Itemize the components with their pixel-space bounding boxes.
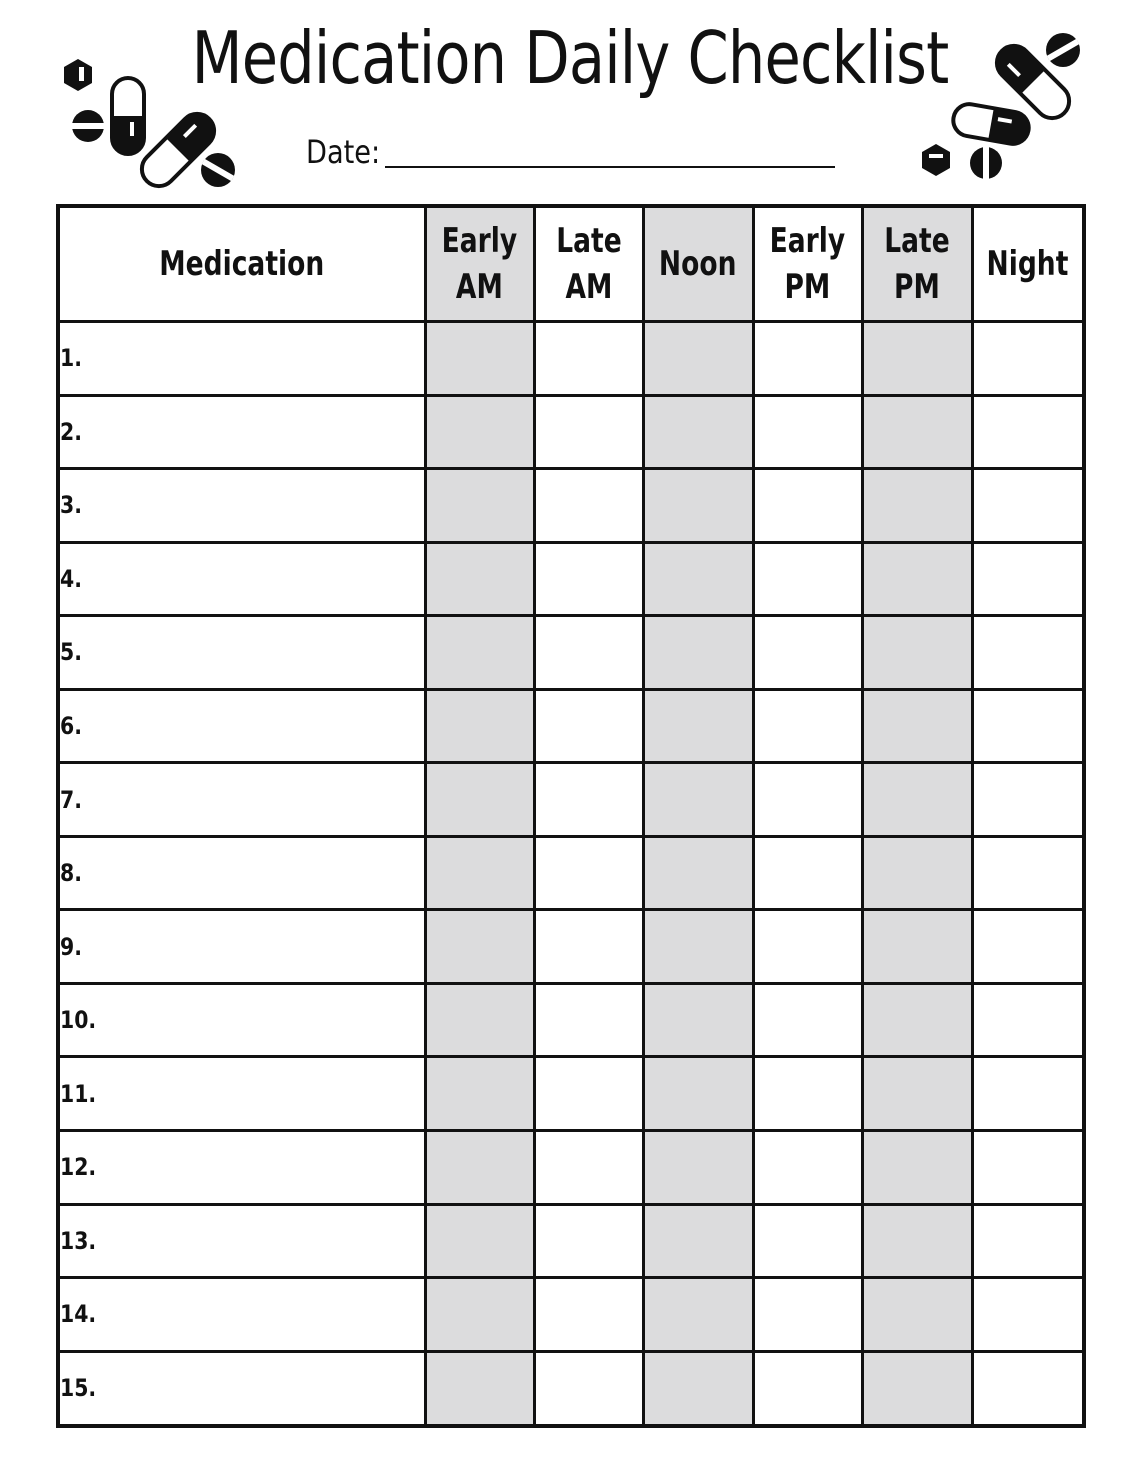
check-cell[interactable] [643,542,753,616]
check-cell[interactable] [862,1351,972,1426]
column-header-label: Late AM [555,221,622,307]
column-header-night [972,206,1084,322]
column-header-label: Late PM [884,221,950,307]
check-cell[interactable] [862,1131,972,1205]
capsule-icon [951,102,1031,147]
medication-name-field[interactable] [58,395,425,469]
check-cell[interactable] [534,983,643,1057]
check-cell[interactable] [534,395,643,469]
check-cell[interactable] [862,1204,972,1278]
medication-name-field[interactable] [58,983,425,1057]
table-row [58,1278,1084,1352]
check-cell[interactable] [643,1278,753,1352]
header-row [58,206,1084,322]
date-label: Date: [306,133,381,171]
check-cell[interactable] [425,689,534,763]
check-cell[interactable] [753,616,862,690]
table-row [58,322,1084,396]
check-cell[interactable] [753,542,862,616]
date-field[interactable] [385,166,835,168]
check-cell[interactable] [972,836,1084,910]
check-cell[interactable] [862,469,972,543]
check-cell[interactable] [643,616,753,690]
check-cell[interactable] [862,1057,972,1131]
check-cell[interactable] [643,763,753,837]
medication-name-field[interactable] [58,689,425,763]
check-cell[interactable] [643,1131,753,1205]
check-cell[interactable] [972,689,1084,763]
pill-round-icon [72,110,104,142]
row-number: 5. [60,638,82,667]
check-cell[interactable] [425,322,534,396]
check-cell[interactable] [425,1131,534,1205]
check-cell[interactable] [425,395,534,469]
medication-name-field[interactable] [58,1278,425,1352]
check-cell[interactable] [862,983,972,1057]
column-header-early-am [425,206,534,322]
column-header-label: Medication [159,244,325,284]
medication-name-field[interactable] [58,469,425,543]
check-cell[interactable] [425,1351,534,1426]
row-number: 12. [60,1153,97,1182]
check-cell[interactable] [643,395,753,469]
check-cell[interactable] [753,910,862,984]
column-header-medication [58,206,425,322]
medication-name-field[interactable] [58,1057,425,1131]
medication-checklist-table [56,204,1086,1428]
check-cell[interactable] [425,1204,534,1278]
check-cell[interactable] [972,1057,1084,1131]
check-cell[interactable] [643,469,753,543]
check-cell[interactable] [643,689,753,763]
table-row [58,395,1084,469]
check-cell[interactable] [425,910,534,984]
column-header-label: Noon [659,244,737,284]
pill-round-icon [1046,33,1080,67]
row-number: 8. [60,859,82,888]
pill-round-icon [970,147,1002,179]
check-cell[interactable] [425,542,534,616]
table-row [58,836,1084,910]
check-cell[interactable] [753,322,862,396]
check-cell[interactable] [972,1204,1084,1278]
check-cell[interactable] [862,616,972,690]
check-cell[interactable] [753,1204,862,1278]
table-row [58,616,1084,690]
column-header-label: Early AM [441,221,518,307]
row-number: 6. [60,712,82,740]
medication-name-field[interactable] [58,910,425,984]
check-cell[interactable] [753,1057,862,1131]
column-header-early-pm [753,206,862,322]
check-cell[interactable] [753,1351,862,1426]
check-cell[interactable] [534,1278,643,1352]
page-title: Medication Daily Checklist [191,16,949,100]
check-cell[interactable] [534,1351,643,1426]
check-cell[interactable] [534,763,643,837]
check-cell[interactable] [753,469,862,543]
check-cell[interactable] [425,616,534,690]
check-cell[interactable] [643,836,753,910]
check-cell[interactable] [862,322,972,396]
check-cell[interactable] [753,1131,862,1205]
check-cell[interactable] [972,763,1084,837]
check-cell[interactable] [643,322,753,396]
pill-hexagon-icon [922,144,950,176]
row-number: 15. [60,1374,97,1403]
table-row [58,469,1084,543]
check-cell[interactable] [862,836,972,910]
check-cell[interactable] [972,1351,1084,1426]
pill-hexagon-icon [64,59,92,91]
check-cell[interactable] [534,689,643,763]
check-cell[interactable] [534,836,643,910]
column-header-late-am [534,206,643,322]
check-cell[interactable] [753,983,862,1057]
check-cell[interactable] [972,542,1084,616]
medication-name-field[interactable] [58,322,425,396]
check-cell[interactable] [862,689,972,763]
check-cell[interactable] [972,1131,1084,1205]
column-header-noon [643,206,753,322]
table-row [58,1131,1084,1205]
medication-name-field[interactable] [58,542,425,616]
check-cell[interactable] [534,542,643,616]
table-row [58,983,1084,1057]
check-cell[interactable] [862,763,972,837]
check-cell[interactable] [753,689,862,763]
table-row [58,763,1084,837]
medication-name-field[interactable] [58,1204,425,1278]
table-row [58,542,1084,616]
row-number: 4. [60,564,82,593]
check-cell[interactable] [972,983,1084,1057]
table-body [58,322,1084,1427]
check-cell[interactable] [425,1057,534,1131]
check-cell[interactable] [425,836,534,910]
check-cell[interactable] [753,1278,862,1352]
row-number: 9. [60,932,82,961]
row-number: 1. [60,344,82,373]
check-cell[interactable] [753,836,862,910]
pill-round-icon [201,153,235,187]
row-number: 14. [60,1300,97,1329]
check-cell[interactable] [862,395,972,469]
check-cell[interactable] [425,469,534,543]
table-row [58,1057,1084,1131]
medication-name-field[interactable] [58,763,425,837]
column-header-label: Early PM [769,221,846,307]
table-row [58,1204,1084,1278]
medication-name-field[interactable] [58,616,425,690]
date-row [306,128,835,172]
check-cell[interactable] [534,469,643,543]
check-cell[interactable] [972,395,1084,469]
check-cell[interactable] [862,542,972,616]
table-row [58,910,1084,984]
check-cell[interactable] [534,1057,643,1131]
table-row [58,1351,1084,1426]
column-header-late-pm [862,206,972,322]
row-number: 7. [60,785,82,814]
check-cell[interactable] [753,763,862,837]
table-row [58,689,1084,763]
check-cell[interactable] [972,1278,1084,1352]
check-cell[interactable] [972,910,1084,984]
check-cell[interactable] [972,322,1084,396]
medication-name-field[interactable] [58,836,425,910]
check-cell[interactable] [643,1204,753,1278]
check-cell[interactable] [862,910,972,984]
check-cell[interactable] [643,1351,753,1426]
check-cell[interactable] [643,983,753,1057]
check-cell[interactable] [753,395,862,469]
row-number: 13. [60,1226,97,1255]
check-cell[interactable] [972,616,1084,690]
check-cell[interactable] [534,1204,643,1278]
check-cell[interactable] [643,910,753,984]
row-number: 3. [60,491,82,520]
check-cell[interactable] [972,469,1084,543]
check-cell[interactable] [534,616,643,690]
check-cell[interactable] [425,1278,534,1352]
row-number: 11. [60,1079,97,1108]
check-cell[interactable] [643,1057,753,1131]
check-cell[interactable] [862,1278,972,1352]
medication-name-field[interactable] [58,1131,425,1205]
row-number: 10. [60,1006,97,1035]
check-cell[interactable] [425,983,534,1057]
row-number: 2. [60,417,82,446]
medication-name-field[interactable] [58,1351,425,1426]
check-cell[interactable] [425,763,534,837]
column-header-label: Night [986,244,1069,284]
check-cell[interactable] [534,910,643,984]
check-cell[interactable] [534,1131,643,1205]
check-cell[interactable] [534,322,643,396]
